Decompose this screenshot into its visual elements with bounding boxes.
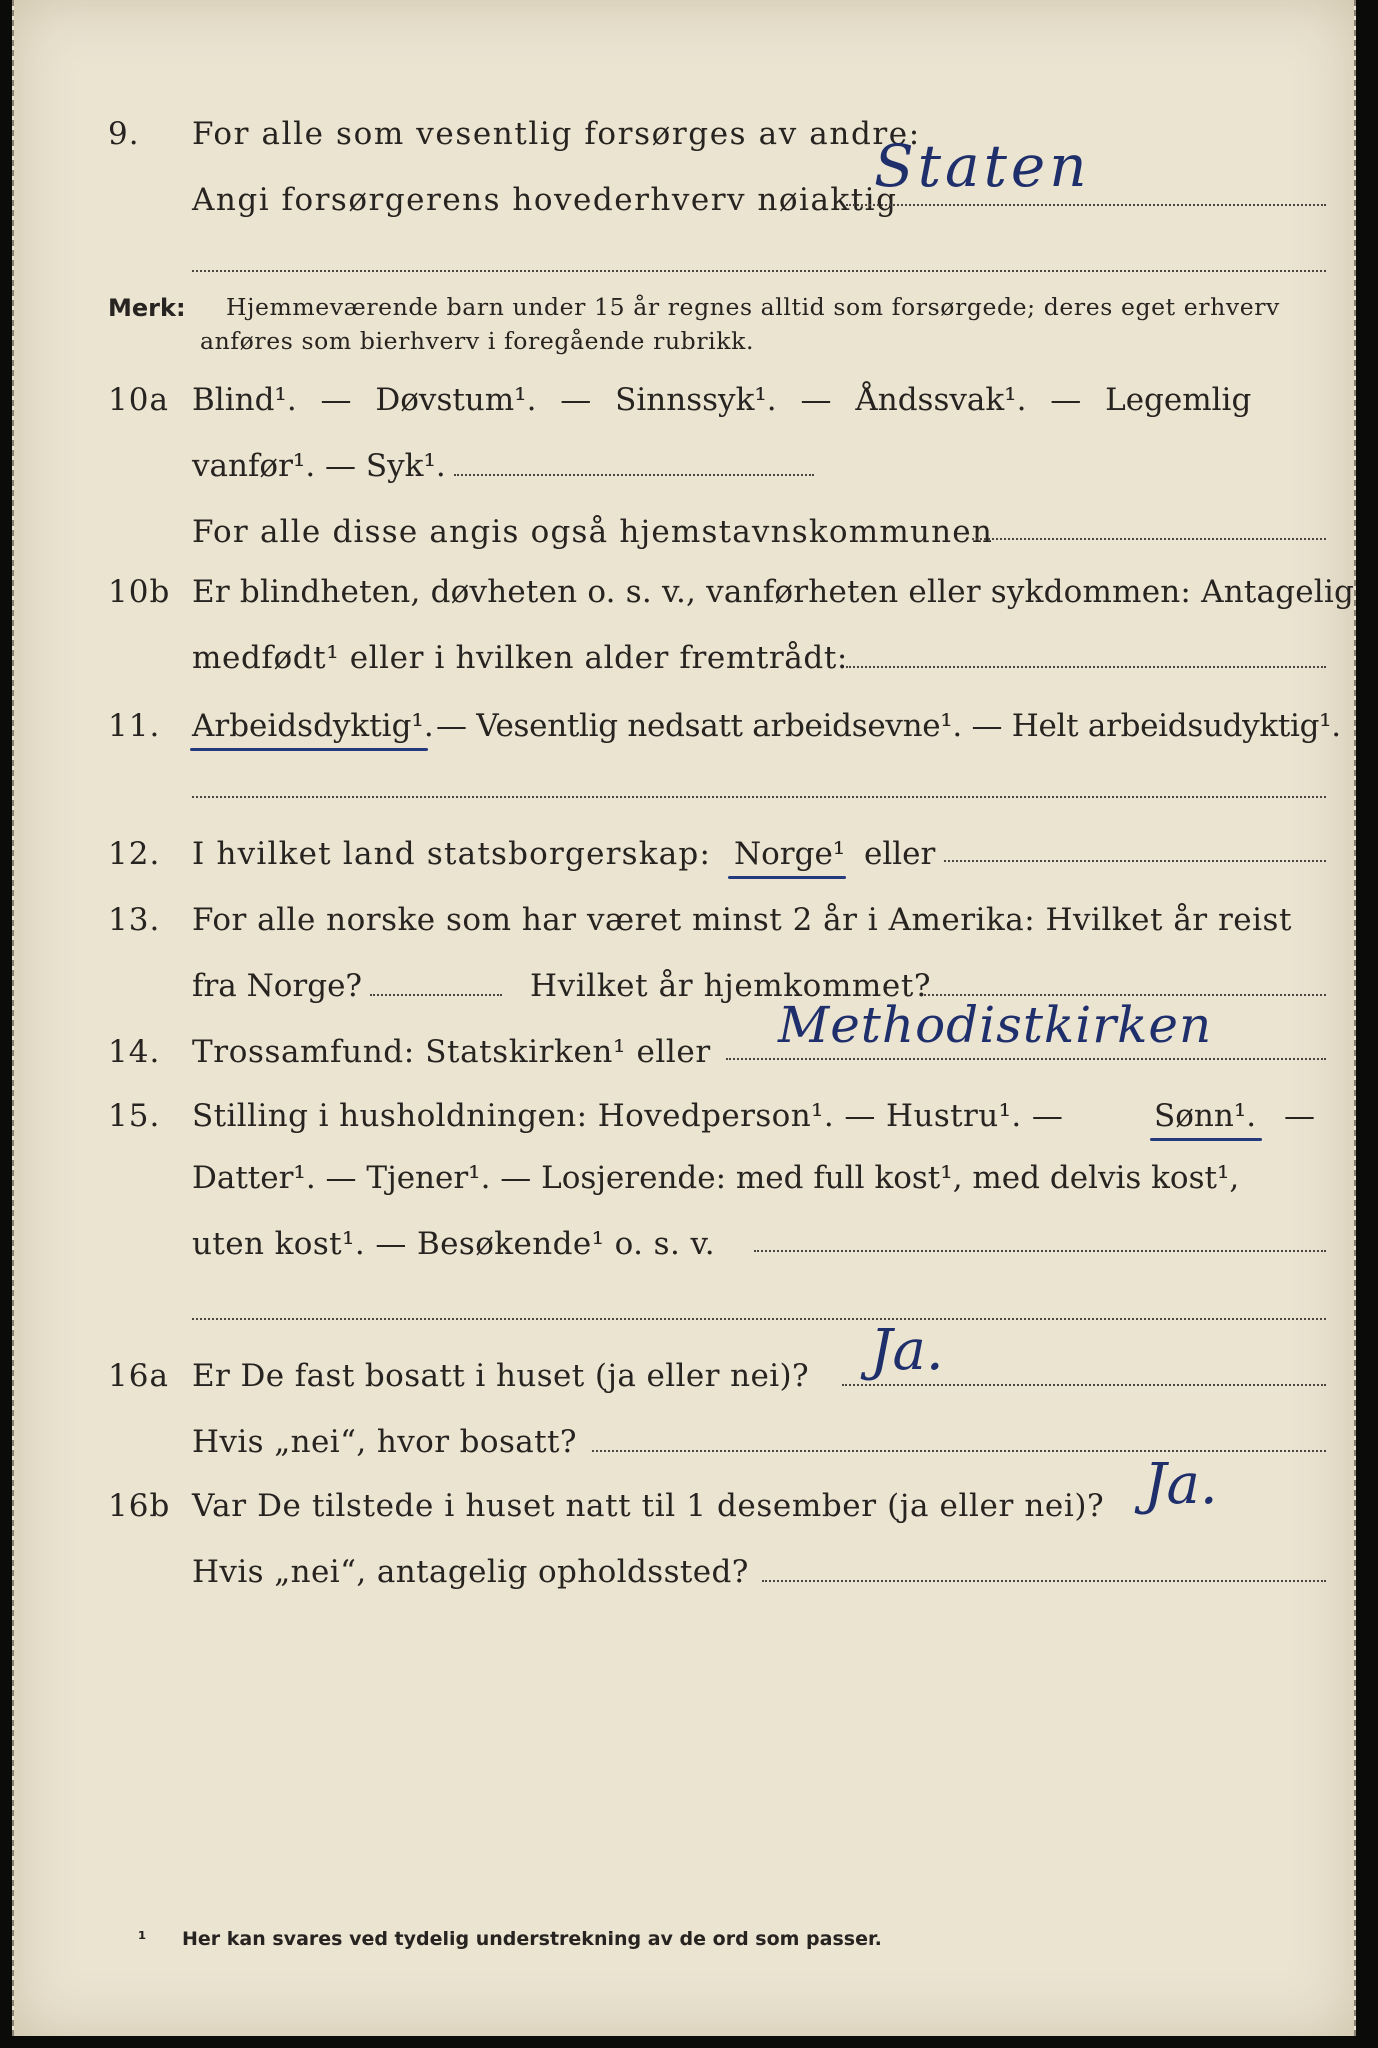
census-form-page — [12, 0, 1356, 2036]
q10b-number: 10b — [108, 574, 171, 610]
q16a-question-line1: Er De fast bosatt i huset (ja eller nei)? — [192, 1358, 810, 1394]
q16b-number: 16b — [108, 1488, 171, 1524]
q12-question: I hvilket land statsborgerskap: — [192, 836, 712, 872]
q13-reist-answer-line — [370, 994, 502, 996]
q16a-handwritten-answer: Ja. — [870, 1318, 944, 1383]
q13-reist-question: fra Norge? — [192, 968, 363, 1004]
q11-other-options: — Vesentlig nedsatt arbeidsevne¹. — Helt arbeidsudyktig¹. — [436, 708, 1341, 744]
q12-number: 12. — [108, 836, 161, 872]
q16a-number: 16a — [108, 1358, 169, 1394]
merk-note-line1: Hjemmeværende barn under 15 år regnes alltid som forsørgede; deres eget erhverv — [226, 293, 1280, 321]
q13-number: 13. — [108, 902, 161, 938]
q9-extra-line — [192, 270, 1326, 272]
q14-question: Trossamfund: Statskirken¹ eller — [192, 1034, 711, 1070]
q16b-question-line2: Hvis „nei“, antagelig opholdssted? — [192, 1554, 749, 1590]
q15-answer-line — [754, 1250, 1326, 1252]
q11-option-arbeidsdyktig: Arbeidsdyktig¹. — [192, 708, 434, 744]
q15-handwritten-underline — [1150, 1138, 1262, 1141]
q10a-question-line1: Blind¹. — Døvstum¹. — Sinnssyk¹. — Åndssvak¹. — Legemlig — [192, 382, 1252, 418]
q16b-question-line1: Var De tilstede i huset natt til 1 desember (ja eller nei)? — [192, 1488, 1105, 1524]
q13-hjemkommet-question: Hvilket år hjemkommet? — [530, 968, 932, 1004]
merk-note-line2: anføres som bierhverv i foregående rubrikk. — [200, 327, 755, 355]
q16b-handwritten-answer: Ja. — [1144, 1452, 1218, 1517]
q14-number: 14. — [108, 1034, 161, 1070]
q11-handwritten-underline — [190, 748, 428, 751]
q15-number: 15. — [108, 1098, 161, 1134]
q10b-question-line1: Er blindheten, døvheten o. s. v., vanførheten eller sykdommen: Antagelig — [192, 574, 1355, 610]
merk-label: Merk: — [108, 294, 186, 322]
q15-question-line3: uten kost¹. — Besøkende¹ o. s. v. — [192, 1226, 715, 1262]
q10b-answer-line — [846, 666, 1326, 668]
q12-handwritten-underline — [728, 876, 846, 879]
q15-question-line2: Datter¹. — Tjener¹. — Losjerende: med full kost¹, med delvis kost¹, — [192, 1160, 1240, 1196]
q10a-number: 10a — [108, 382, 169, 418]
q11-number: 11. — [108, 708, 161, 744]
q15-extra-line — [192, 1318, 1326, 1320]
q15-dash: — — [1284, 1098, 1315, 1134]
q9-number: 9. — [108, 116, 140, 152]
q10a-question-line2: vanfør¹. — Syk¹. — [192, 448, 446, 484]
q10b-question-line2: medfødt¹ eller i hvilken alder fremtrådt: — [192, 640, 848, 676]
q14-handwritten-answer: Methodistkirken — [778, 996, 1213, 1054]
q14-answer-line — [726, 1058, 1326, 1060]
q13-question-line1: For alle norske som har været minst 2 år i Amerika: Hvilket år reist — [192, 902, 1292, 938]
q16a-question-line2: Hvis „nei“, hvor bosatt? — [192, 1424, 577, 1460]
q16a-answer-line — [842, 1384, 1326, 1386]
footnote-text: Her kan svares ved tydelig understrekning av de ord som passer. — [182, 1928, 882, 1950]
q15-option-sonn: Sønn¹. — [1154, 1098, 1257, 1134]
footnote-mark: ¹ — [138, 1928, 147, 1950]
q15-question-line1: Stilling i husholdningen: Hovedperson¹. — Hustru¹. — — [192, 1098, 1064, 1134]
q12-option-norge: Norge¹ — [734, 836, 846, 872]
q12-answer-line — [944, 860, 1326, 862]
q9-question-line2: Angi forsørgerens hovederhverv nøiaktig — [192, 182, 898, 218]
q9-answer-line — [846, 204, 1326, 206]
q12-eller: eller — [864, 836, 936, 872]
q10a-question-line3: For alle disse angis også hjemstavnskommunen — [192, 514, 993, 550]
q16b-opholdssted-answer-line — [762, 1580, 1326, 1582]
q11-extra-line — [192, 796, 1326, 798]
q10a-hjemstavn-answer-line — [972, 538, 1326, 540]
q9-question-line1: For alle som vesentlig forsørges av andre: — [192, 116, 921, 152]
q10a-syk-answer-line — [454, 474, 814, 476]
q9-handwritten-answer: Staten — [874, 132, 1091, 200]
